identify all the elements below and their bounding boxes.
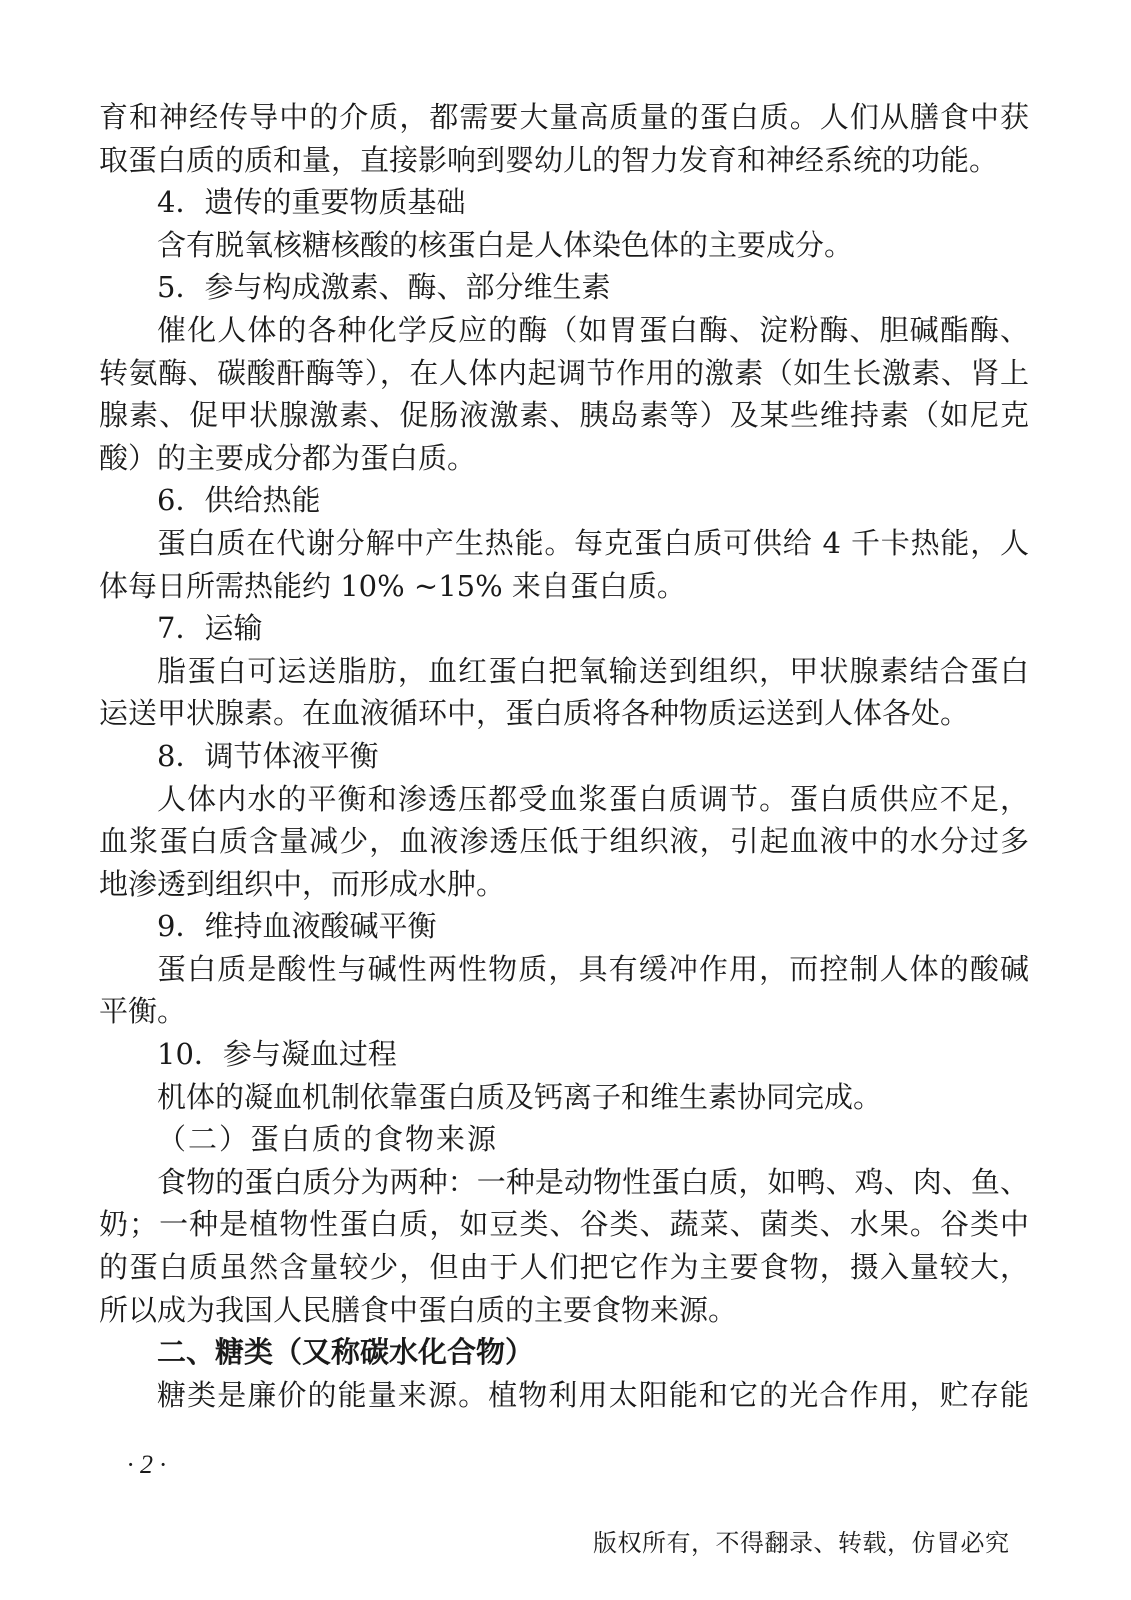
section-heading: 8．调节体液平衡 [157, 738, 379, 773]
section-heading: 6．供给热能 [157, 483, 321, 518]
chapter-section-heading: 二、糖类（又称碳水化合物） [157, 1335, 535, 1370]
paragraph-line: 血浆蛋白质含量减少，血液渗透压低于组织液，引起血液中的水分过多 [99, 824, 1029, 859]
paragraph-line: 蛋白质是酸性与碱性两性物质，具有缓冲作用，而控制人体的酸碱 [157, 951, 1029, 986]
page-number: · 2 · [127, 1450, 166, 1479]
section-heading: 4．遗传的重要物质基础 [157, 185, 466, 220]
section-heading: 7．运输 [157, 611, 263, 646]
paragraph-line: 蛋白质在代谢分解中产生热能。每克蛋白质可供给 4 千卡热能，人 [157, 525, 1029, 560]
paragraph-line: 地渗透到组织中，而形成水肿。 [99, 866, 506, 901]
paragraph-line: 人体内水的平衡和渗透压都受血浆蛋白质调节。蛋白质供应不足， [157, 781, 1029, 816]
paragraph-line: 含有脱氧核糖核酸的核蛋白是人体染色体的主要成分。 [157, 227, 854, 262]
paragraph-line: 体每日所需热能约 10% ~15% 来自蛋白质。 [99, 568, 686, 603]
paragraph-line: 酸）的主要成分都为蛋白质。 [99, 440, 477, 475]
paragraph-line: 转氨酶、碳酸酐酶等），在人体内起调节作用的激素（如生长激素、肾上 [99, 355, 1029, 390]
paragraph-line: 机体的凝血机制依靠蛋白质及钙离子和维生素协同完成。 [157, 1079, 883, 1114]
paragraph-line: 奶；一种是植物性蛋白质，如豆类、谷类、蔬菜、菌类、水果。谷类中 [99, 1207, 1029, 1242]
paragraph-line: 育和神经传导中的介质，都需要大量高质量的蛋白质。人们从膳食中获 [99, 100, 1029, 134]
paragraph-line: 糖类是廉价的能量来源。植物利用太阳能和它的光合作用，贮存能 [157, 1377, 1029, 1412]
section-heading: 10．参与凝血过程 [157, 1037, 397, 1072]
paragraph-line: 的蛋白质虽然含量较少，但由于人们把它作为主要食物，摄入量较大， [99, 1250, 1029, 1285]
copyright-notice: 版权所有，不得翻录、转载，仿冒必究 [593, 1529, 1010, 1557]
paragraph-line: 食物的蛋白质分为两种：一种是动物性蛋白质，如鸭、鸡、肉、鱼、 [157, 1164, 1029, 1199]
section-heading: 9．维持血液酸碱平衡 [157, 909, 437, 944]
paragraph-line: 运送甲状腺素。在血液循环中，蛋白质将各种物质运送到人体各处。 [99, 696, 970, 731]
paragraph-line: 脂蛋白可运送脂肪，血红蛋白把氧输送到组织，甲状腺素结合蛋白 [157, 653, 1029, 688]
paragraph-line: 催化人体的各种化学反应的酶（如胃蛋白酶、淀粉酶、胆碱酯酶、 [157, 312, 1029, 347]
paragraph-line: 所以成为我国人民膳食中蛋白质的主要食物来源。 [99, 1292, 738, 1327]
section-heading: 5．参与构成激素、酶、部分维生素 [157, 270, 611, 305]
paragraph-line: 平衡。 [99, 994, 187, 1029]
paragraph-line: 取蛋白质的质和量，直接影响到婴幼儿的智力发育和神经系统的功能。 [99, 142, 999, 177]
page-body [99, 96, 1029, 1416]
subsection-heading: （二）蛋白质的食物来源 [157, 1122, 499, 1157]
paragraph-line: 腺素、促甲状腺激素、促肠液激素、胰岛素等）及某些维持素（如尼克 [99, 398, 1029, 433]
